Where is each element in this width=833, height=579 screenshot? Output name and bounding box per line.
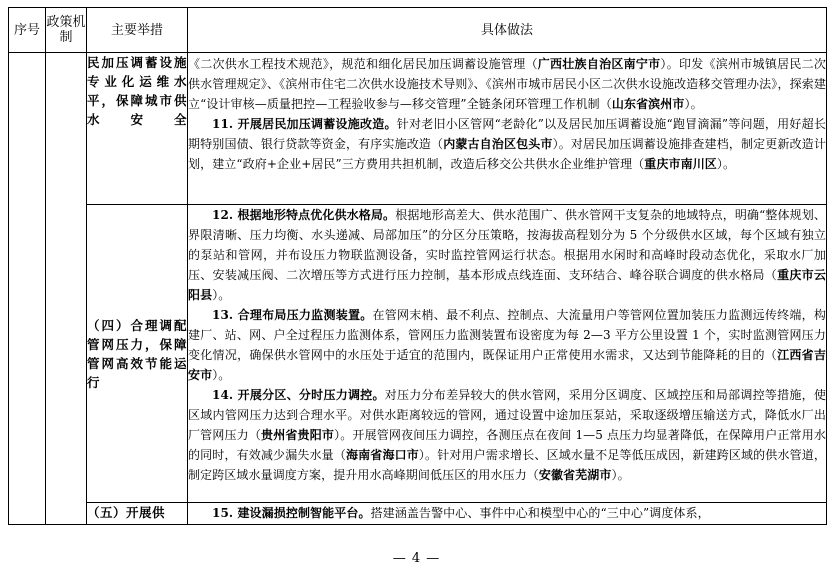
measure-cell: （四）合理调配管网压力，保障管网高效节能运行: [87, 205, 188, 503]
header-detail: 具体做法: [188, 8, 827, 53]
detail-paragraph: [188, 305, 826, 385]
highlight-text: 13. 合理布局压力监测装置。: [212, 308, 373, 322]
index-cell: [9, 53, 46, 525]
detail-paragraph: [188, 385, 826, 485]
table-row: [9, 503, 827, 525]
detail-cell: [188, 205, 827, 503]
highlight-text: 海南省海口市: [345, 448, 419, 462]
highlight-text: 11. 开展居民加压调蓄设施改造。: [212, 117, 397, 131]
body-text: 针对老旧小区管网“老龄化”以及居民加压调蓄设施“跑冒滴漏”等问题，用好超长期特别国债、银行贷款等资金，有序实施改造（: [188, 117, 826, 151]
body-text: ）。: [212, 288, 231, 302]
detail-paragraph: [188, 503, 826, 523]
body-text: ）。: [684, 97, 703, 111]
header-index: 序号: [9, 8, 46, 53]
highlight-text: 江西省吉安市: [188, 348, 826, 382]
table-row: [9, 205, 827, 503]
measure-cell: （五）开展供: [87, 503, 188, 525]
header-measures: 主要举措: [87, 8, 188, 53]
body-text: ）。: [212, 368, 231, 382]
detail-cell: [188, 53, 827, 205]
table-header-row: [9, 8, 827, 53]
highlight-text: 12. 根据地形特点优化供水格局。: [212, 208, 396, 222]
highlight-text: 内蒙古自治区包头市: [443, 137, 553, 151]
body-text: ）。对居民加压调蓄设施排查建档，制定更新改造计划，建立“政府+企业+居民”三方费用共担机制，改造后移交公共供水企业维护管理（: [188, 137, 826, 171]
highlight-text: 安徽省芜湖市: [538, 468, 612, 482]
detail-cell: [188, 503, 827, 525]
highlight-text: 广西壮族自治区南宁市: [537, 57, 661, 71]
highlight-text: 山东省滨州市: [611, 97, 685, 111]
body-text: ）。针对用户需求增长、区域水量不足等低压成因，新建跨区域的供水管道，制定跨区域水量调度方案，提升用水高峰期间低压区的用水压力（: [188, 448, 827, 482]
detail-paragraph: [188, 205, 826, 305]
body-text: 对压力分布差异较大的供水管网，采用分区调度、区域控压和局部调控等措施，使区域内管网压力达到合理水平。对供水距离较远的管网，通过设置中途加压泵站，采取逐级增压输送方式，降低水厂出厂管网压力（: [188, 388, 827, 442]
body-text: ）。: [611, 468, 630, 482]
page-number: — 4 —: [392, 551, 441, 566]
body-text: 在管网末梢、最不利点、控制点、大流量用户等管网位置加装压力监测远传终端，构建厂、站、网、户全过程压力监测体系，管网压力监测装置布设密度为每 2—3 平方公里设置 1 个，实时监测管网压力变化情况，确保供水管网中的水压处于适宜的范围内，既保证用户正常使用水需求，又达到节能降耗的目的（: [188, 308, 827, 362]
table-row: [9, 53, 827, 205]
body-text: ）。开展管网夜间压力调控，各测压点在夜间 1—5 点压力均显著降低，在保障用户正常用水的同时，有效减少漏失水量（: [188, 428, 827, 462]
body-text: 搭建涵盖告警中心、事件中心和模型中心的“三中心”调度体系，: [370, 506, 710, 520]
body-text: 根据地形高差大、供水范围广、供水管网干支复杂的地域特点，明确“整体规划、界限清晰、压力均衡、水头递减、局部加压”的分区分压策略，按海拔高程划分为 5 个分级供水区域，每个区域有独立的泵站和管网，并布设压力物联监测设备，实时监控管网运行状态。根据用水闲时和高峰时段动态优化，采取水厂加压、安装减压阀、二次增压等方式进行压力控制，基本形成点线连面、支环结合、峰谷联合调度的供水格局（: [188, 208, 826, 282]
highlight-text: 重庆市南川区: [644, 157, 717, 171]
detail-paragraph: [188, 54, 826, 114]
measure-cell: 民加压调蓄设施专业化运维水平，保障城市供水安全: [87, 53, 188, 205]
highlight-text: 15. 建设漏损控制智能平台。: [212, 506, 371, 520]
highlight-text: 重庆市云阳县: [188, 268, 826, 302]
body-text: 《二次供水工程技术规范》，规范和细化居民加压调蓄设施管理（: [188, 57, 538, 71]
detail-paragraph: [188, 114, 826, 174]
policy-table: [8, 7, 827, 525]
header-mechanism: 政策机制: [46, 8, 87, 53]
highlight-text: 贵州省贵阳市: [261, 428, 335, 442]
highlight-text: 14. 开展分区、分时压力调控。: [212, 388, 385, 402]
body-text: ）。印发《滨州市城镇居民二次供水管理规定》、《滨州市住宅二次供水设施技术导则》、《滨州市城市居民小区二次供水设施改造移交管理办法》，探索建立“设计审核—质量把控—工程验收参与—移交管理”全链条闭环管理工作机制（: [188, 57, 826, 111]
mechanism-cell: [46, 53, 87, 525]
body-text: ）。: [716, 157, 736, 171]
